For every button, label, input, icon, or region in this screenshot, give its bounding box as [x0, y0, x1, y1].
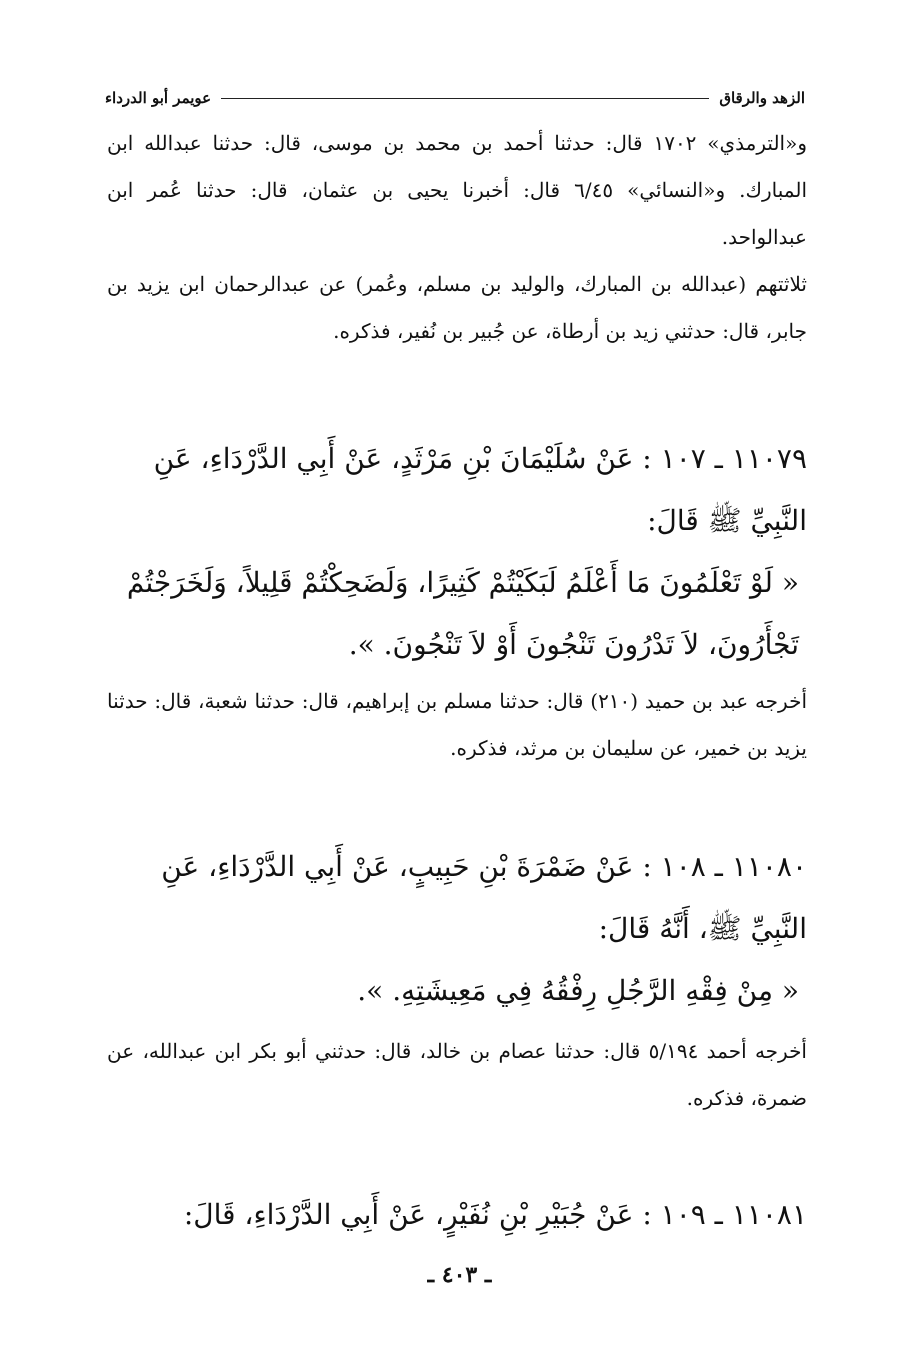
hadith-isnad: ١١٠٨١ ـ ١٠٩ : عَنْ جُبَيْرِ بْنِ نُفَيْرٍ، عَنْ أَبِي الدَّرْدَاءِ، قَالَ:: [183, 1198, 807, 1231]
hadith-matn: « مِنْ فِقْهِ الرَّجُلِ رِفْقُهُ فِي مَعِيشَتِهِ. ».: [357, 974, 799, 1007]
hadith-11081: [107, 1184, 807, 1246]
page-number: ـ ٤٠٣ ـ: [427, 1262, 492, 1288]
takhrij-paragraph: و«الترمذي» ١٧٠٢ قال: حدثنا أحمد بن محمد بن موسى، قال: حدثنا عبدالله ابن المبارك. و«النسائي» ٦/٤٥ قال: أخبرنا يحيى بن عثمان، قال: حدثنا عُمر ابن عبدالواحد.: [107, 131, 808, 249]
hadith-11079: [107, 428, 807, 676]
takhrij-block-prev: [107, 120, 807, 355]
hadith-matn: « لَوْ تَعْلَمُونَ مَا أَعْلَمُ لَبَكَيْتُمْ كَثِيرًا، وَلَضَحِكْتُمْ قَلِيلاً، وَلَخَرَجْتُمْ تَجْأَرُونَ، لاَ تَدْرُونَ تَنْجُونَ أَوْ لاَ تَنْجُونَ. ».: [126, 566, 799, 661]
takhrij-paragraph: أخرجه عبد بن حميد (٢١٠) قال: حدثنا مسلم بن إبراهيم، قال: حدثنا شعبة، قال: حدثنا يزيد بن خمير، عن سليمان بن مرثد، فذكره.: [107, 689, 807, 760]
header-left-title: عويمر أبو الدرداء: [105, 89, 212, 107]
takhrij-paragraph: أخرجه أحمد ٥/١٩٤ قال: حدثنا عصام بن خالد، قال: حدثني أبو بكر ابن عبدالله، عن ضمرة، فذكره.: [107, 1039, 807, 1110]
hadith-isnad: ١١٠٨٠ ـ ١٠٨ : عَنْ ضَمْرَةَ بْنِ حَبِيبٍ، عَنْ أَبِي الدَّرْدَاءِ، عَنِ النَّبِيِّ ﷺ، أَنَّهُ قَالَ:: [161, 850, 807, 945]
hadith-11080: [107, 836, 807, 1022]
takhrij-paragraph: ثلاثتهم (عبدالله بن المبارك، والوليد بن مسلم، وعُمر) عن عبدالرحمان ابن يزيد بن جابر، قال: حدثني زيد بن أرطاة، عن جُبير بن نُفير، فذكره.: [107, 272, 807, 343]
running-header: [105, 86, 805, 110]
header-rule: [221, 98, 709, 99]
header-right-title: الزهد والرقاق: [719, 89, 805, 107]
hadith-isnad: ١١٠٧٩ ـ ١٠٧ : عَنْ سُلَيْمَانَ بْنِ مَرْثَدٍ، عَنْ أَبِي الدَّرْدَاءِ، عَنِ النَّبِيِّ ﷺ قَالَ:: [153, 442, 807, 537]
takhrij-11079: [107, 678, 807, 772]
takhrij-11080: [107, 1028, 807, 1122]
